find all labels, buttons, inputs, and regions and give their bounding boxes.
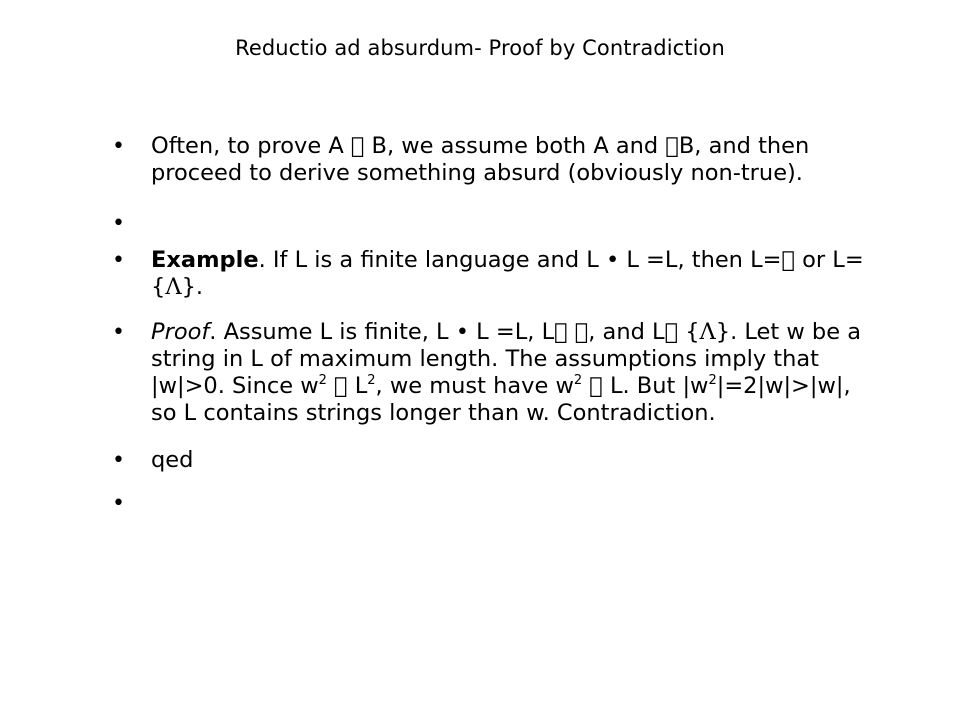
qed-text: qed	[151, 447, 194, 473]
proof-text-d: L	[326, 373, 347, 399]
proof-text-c: }. Let w be a string in L of maximum length. The assumptions imply that |w|>0. Since w	[151, 319, 821, 399]
bullet-proof	[112, 319, 872, 427]
superscript-2: 2	[553, 373, 562, 388]
proof-label: Proof	[151, 319, 210, 345]
bullet-often	[112, 133, 872, 187]
slide-title: Reductio ad absurdum- Proof by Contradiction	[235, 36, 725, 60]
example-text-c: }.	[181, 274, 204, 300]
bullet-qed	[112, 447, 872, 474]
proof-text-a: . Assume L is finite, L	[209, 319, 456, 345]
proof-text-g: |=2|w|>|w|, so L contains strings longer than w. Contradiction.	[151, 373, 862, 426]
superscript-2: 2	[346, 373, 355, 388]
concat-dot-symbol: •	[605, 247, 620, 273]
example-text-b: L =L, then L= or L={	[151, 247, 851, 300]
lambda-symbol: Λ	[165, 274, 182, 300]
superscript-2: 2	[318, 373, 327, 388]
superscript-2: 2	[667, 373, 676, 388]
bullet-example	[112, 247, 872, 301]
proof-text-e: , we must have w	[354, 373, 554, 399]
bullet-often-text: Often, to prove A B, we assume both A and B, and then proceed to derive something absurd (obviously non-true).	[151, 133, 803, 186]
lambda-symbol: Λ	[659, 319, 676, 345]
proof-text-b: L =L, L , and L {	[469, 319, 660, 345]
concat-dot-symbol: •	[455, 319, 470, 345]
bullet-empty-1	[112, 210, 872, 237]
bullet-list	[112, 133, 872, 517]
example-text-a: . If L is a finite language and L	[258, 247, 606, 273]
proof-text-f: L. But |w	[561, 373, 668, 399]
bullet-empty-2	[112, 490, 872, 517]
example-label: Example	[151, 247, 259, 273]
